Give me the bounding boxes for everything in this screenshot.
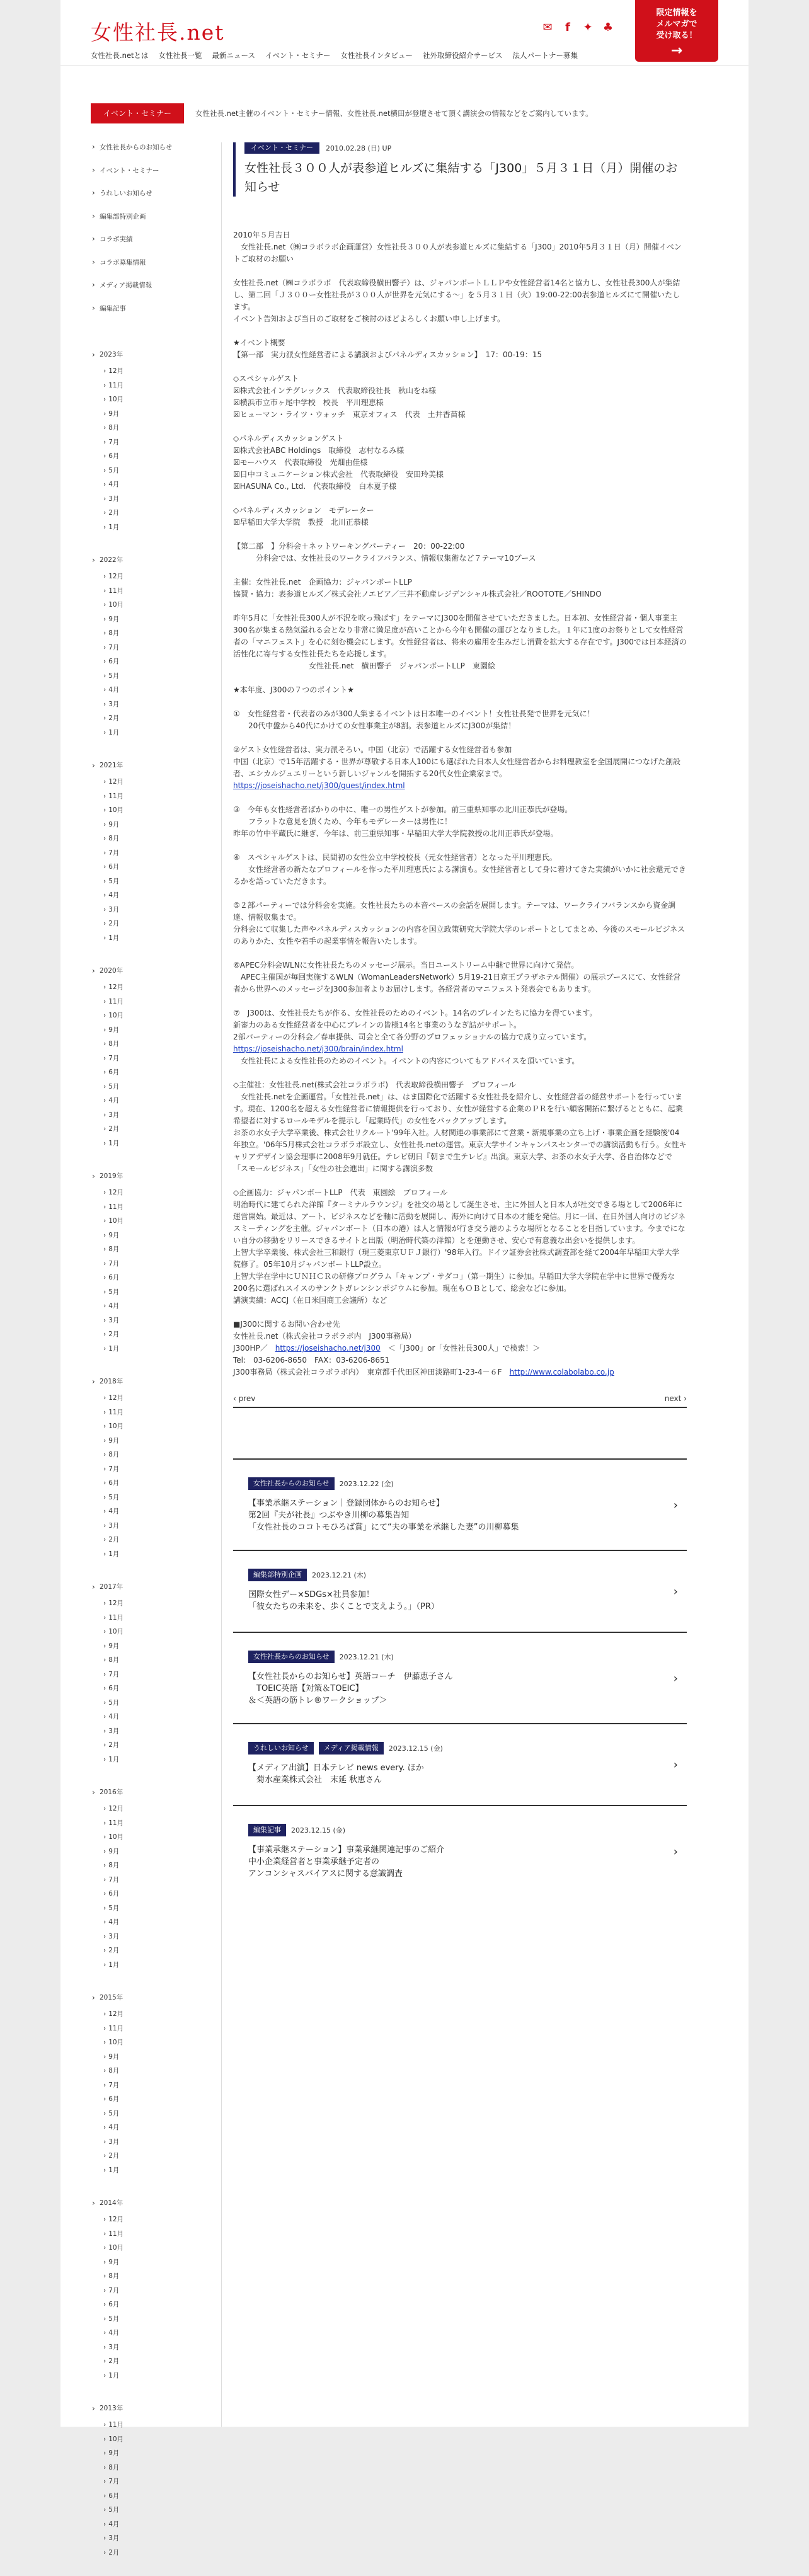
archive-month[interactable]: › 5月 [91,874,204,889]
archive-month[interactable]: › 8月 [91,1242,204,1257]
post-date: 2023.12.15 (金) [291,1826,346,1835]
social-icons [541,21,615,35]
archive-month[interactable]: › 1月 [91,520,204,535]
archive-month[interactable]: › 9月 [91,1228,204,1243]
archive-month[interactable]: › 9月 [91,2050,204,2064]
post-title: 【メディア出演】日本テレビ news every. ほか 菊水産業株式会社 末延 秋恵さん [248,1763,424,1785]
archive-month[interactable]: › 5月 [91,2107,204,2121]
archive-month[interactable]: › 9月 [91,407,204,421]
archive-year[interactable]: › 2019年 [91,1167,204,1186]
sidebar-category-link[interactable]: › コラボ実績 [91,234,204,258]
archive-month[interactable]: › 8月 [91,2269,204,2284]
archive-month[interactable]: › 4月 [91,683,204,697]
archive-month[interactable]: › 4月 [91,2121,204,2135]
archive-month[interactable]: › 7月 [91,2284,204,2298]
chevron-right-icon: › [673,1758,678,1772]
archive-month[interactable]: › 7月 [91,1051,204,1066]
archive-month[interactable]: › 3月 [91,2340,204,2355]
archive-year[interactable]: › 2015年 [91,1988,204,2007]
archive-month[interactable]: › 7月 [91,2078,204,2093]
archive-month[interactable]: › 10月 [91,2432,204,2447]
archive-month[interactable]: › 1月 [91,2163,204,2178]
article-paragraph: 【第二部 】分科会＋ネットワーキングパーティー 20：00-22:00 分科会では、女性社長のワークライフバランス、情報収集術など７テーマ10ブース [233,542,536,563]
archive-month[interactable]: › 5月 [91,1901,204,1916]
url-link[interactable]: https://joseishacho.net/j300/guest/index.html [233,781,405,790]
archive-month[interactable]: › 8月 [91,832,204,846]
archive-month[interactable]: › 5月 [91,464,204,478]
post-title: 【事業承継ステーション】事業承継関連記事のご紹介 中小企業経営者と事業承継予定者の アンコンシャスバイアスに関する意識調査 [248,1845,445,1879]
archive-month[interactable]: › 7月 [91,846,204,861]
sidebar-divider [221,142,222,2427]
archive-month[interactable]: › 1月 [91,1136,204,1151]
archive-month[interactable]: › 12月 [91,1391,204,1405]
archive-month[interactable]: › 7月 [91,1257,204,1271]
post-category-badge: 女性社長からのお知らせ [248,1477,335,1490]
nav-item[interactable]: 最新ニュース [212,51,255,60]
archive-month[interactable]: › 12月 [91,1802,204,1816]
nav-item[interactable]: 女性社長一覧 [158,51,202,60]
sidebar-category-link[interactable]: › うれしいお知らせ [91,188,204,212]
archive-month[interactable]: › 11月 [91,1200,204,1215]
chevron-right-icon: › [673,1585,678,1598]
article-paragraph: ◇パネルディスカッションゲスト ☒株式会社ABC Holdings 取締役 志村なるみ様 ☒モーハウス 代表取締役 光畑由佳様 ☒日中コミュニケーション株式会社 代表取締役 安田玲美様 ☒HASUNA Co., Ltd. 代表取締役 白木夏子様 [233,434,444,491]
archive-year[interactable]: › 2017年 [91,1577,204,1596]
related-posts [233,1458,687,1896]
archive-month[interactable]: › 12月 [91,980,204,995]
archive-month[interactable]: › 5月 [91,2312,204,2327]
archive-month[interactable]: › 12月 [91,775,204,789]
archive-month[interactable]: › 6月 [91,1887,204,1901]
newsletter-label: 限定情報を メルマガで 受け取る！ [656,8,697,40]
category-label: イベント・セミナー [91,103,184,123]
archive-month[interactable]: › 5月 [91,1285,204,1300]
archive-month[interactable]: › 9月 [91,2446,204,2461]
prev-link[interactable]: ‹ prev [233,1394,256,1403]
archive-month[interactable]: › 2月 [91,1738,204,1753]
nav-item[interactable]: イベント・セミナー [265,51,331,60]
article-paragraph: ⑥APEC分科会WLNに女性社長たちのメッセージ展示。当日ユーストリーム中継で世界に向けて発信。 APEC主催国が毎回実施するWLN（WomanLeadersNetwork）5月19-21日京王プラザホテル開催）の展示ブースにて、女性経営者から世界へのメッセージをJ300参加者よりお届けします。各経営者のマニフェスト発表会でもあります。 [233,961,681,993]
archive-month[interactable]: › 9月 [91,1639,204,1654]
archive-year[interactable]: › 2022年 [91,551,204,570]
archive-month[interactable]: › 4月 [91,2517,204,2532]
post-category-badge: メディア掲載情報 [319,1742,384,1755]
archive-month[interactable]: › 6月 [91,2298,204,2312]
article-paragraph: ◇スペシャルゲスト ☒株式会社インテグレックス 代表取締役社長 秋山をね様 ☒横浜市立市ヶ尾中学校 校長 平川理恵様 ☒ヒューマン・ライツ・ウォッチ 東京オフィス 代表 土井香苗様 [233,374,466,419]
archive-month[interactable]: › 7月 [91,2475,204,2489]
post-category-badge: 女性社長からのお知らせ [248,1651,335,1663]
archive-year[interactable]: › 2021年 [91,756,204,775]
archive-month[interactable]: › 2月 [91,1943,204,1958]
archive-month[interactable]: › 10月 [91,2035,204,2050]
archive-month[interactable]: › 5月 [91,1080,204,1094]
facebook-icon[interactable]: f [565,21,570,34]
arrow-right-icon: → [670,43,683,59]
archive-month[interactable]: › 3月 [91,2531,204,2546]
archive-month[interactable]: › 3月 [91,1724,204,1739]
archive-year[interactable]: › 2013年 [91,2399,204,2418]
archive-month[interactable]: › 12月 [91,1596,204,1611]
archive-month[interactable]: › 4月 [91,1915,204,1930]
archive-month[interactable]: › 1月 [91,931,204,946]
category-description: 女性社長.net主催のイベント・セミナー情報、女性社長.net横田が登壇させて頂く講演会の情報などをご案内しています。 [195,109,593,118]
related-post-card[interactable] [233,1550,687,1632]
related-post-card[interactable] [233,1458,687,1550]
archive-month[interactable]: › 6月 [91,655,204,669]
archive-month[interactable]: › 11月 [91,2418,204,2432]
archive-month[interactable]: › 10月 [91,392,204,407]
archive-month[interactable]: › 11月 [91,1816,204,1831]
archive-month[interactable]: › 1月 [91,726,204,740]
article-paragraph: 昨年5月に「女性社長300人が不況を吹っ飛ばす」をテーマにJ300を開催させていただきました。日本初、女性経営者・個人事業主300名が集まる熱気溢れる会となり非常に満足度が高いことから今年も開催の運びとなりました。１年に1度のお祭りとして女性経営者の「マニフェスト」を心に刻む機会にします。女性経営者は、将来の雇用を生みだし消費を拡大する存在です。J300では日本経済の活性化に寄与する女性社長たちを応援します。 女性社長.net 横田響子 ジャパンボートLLP 東園絵 [233,614,687,670]
article-paragraph: ★イベント概要 【第一部 実力派女性経営者による講演およびパネルディスカッション】 17：00-19：15 [233,338,542,359]
archive-month[interactable]: › 9月 [91,1023,204,1038]
archive-month[interactable]: › 2月 [91,1533,204,1547]
archive-month[interactable]: › 6月 [91,1065,204,1080]
article-body [233,229,687,1378]
archive-month[interactable]: › 2月 [91,2149,204,2163]
article-paragraph: ④ スペシャルゲストは、民間初の女性公立中学校校長（元女性経営者）となった平川理恵氏。 女性経営者の新たなプロフィールを作った平川理恵氏による講演も。女性経営者として身に着けてきた実績がいかに社会還元できるかを語っていただきます。 [233,853,686,886]
post-date: 2023.12.15 (金) [388,1744,443,1753]
archive-month[interactable]: › 1月 [91,1753,204,1767]
archive-month[interactable]: › 4月 [91,888,204,903]
archive-month[interactable]: › 9月 [91,1434,204,1448]
archive-month[interactable]: › 7月 [91,1668,204,1682]
archive-month[interactable]: › 4月 [91,478,204,492]
archive-month[interactable]: › 3月 [91,2135,204,2150]
archive-month[interactable]: › 10月 [91,1214,204,1228]
archive-month[interactable]: › 6月 [91,2489,204,2504]
article [233,142,687,1896]
mail-icon[interactable]: ✉ [542,21,553,34]
global-nav [91,50,578,60]
url-link[interactable]: https://joseishacho.net/j300 [275,1344,381,1353]
archive-month[interactable]: › 3月 [91,1930,204,1944]
archive-year[interactable]: › 2016年 [91,1783,204,1802]
related-post-card[interactable] [233,1632,687,1723]
archive-month[interactable]: › 8月 [91,1037,204,1051]
article-title: 女性社長３００人が表参道ヒルズに集結する「J300」５月３１日（月）開催のお知らせ [244,161,678,194]
nav-item[interactable]: 女性社長.netとは [91,51,149,60]
archive-month[interactable]: › 6月 [91,1681,204,1696]
archive-month[interactable]: › 2月 [91,1122,204,1136]
archive-month[interactable]: › 11月 [91,2227,204,2241]
post-category-badge: 編集記事 [248,1824,286,1836]
archive-month[interactable]: › 9月 [91,1845,204,1859]
sidebar-category-link[interactable]: › コラボ募集情報 [91,258,204,281]
nav-item[interactable]: 女性社長インタビュー [340,51,413,60]
archive-month[interactable]: › 1月 [91,2369,204,2383]
archive-month[interactable]: › 1月 [91,1958,204,1972]
sidebar-category-link[interactable]: › 編集部特別企画 [91,212,204,235]
article-paragraph: ②ゲスト女性経営者は、実力派そろい。中国（北京）で活躍する女性経営者も参加 中国（北京）で15年活躍する・世界が尊敬する日本人100にも選ばれた日本人女性経営者からお料理教室を全国展開につなげた創設者、エシカルジュエリーという新しいジャンルを開拓する20代女性企業家まで。 https://joseishacho.net/j300/guest/index.html [233,745,680,790]
archive-month[interactable]: › 2月 [91,2546,204,2560]
article-paragraph: ① 女性経営者・代表者のみが300人集まるイベントは日本唯一のイベント！女性社長発で世界を元気に！ 20代中盤から40代にかけての女性事業主が8割。表参道ヒルズにJ300が集結！ [233,709,595,730]
nav-item[interactable]: 法人パートナー募集 [512,51,578,60]
nav-item[interactable]: 社外取締役紹介サービス [423,51,503,60]
archive-month[interactable]: › 8月 [91,421,204,435]
archive-month[interactable]: › 11月 [91,1611,204,1625]
archive-year[interactable]: › 2020年 [91,961,204,980]
archive-month[interactable]: › 3月 [91,903,204,917]
page [60,0,749,2556]
article-paragraph: ■J300に関するお問い合わせ先 女性社長.net（株式会社コラボラボ内 J300事務局） J300HP／ https://joseishacho.net/j300 ＜「J300」or「女性社長300人」で検索！＞ Tel: 03-6206-8650 FAX：03-6206-8651 J300事務局（株式会社コラボラボ内） 東京都千代田区神田淡路町1-23-4－６F http://www.colabolabo.co.jp [233,1320,614,1377]
sidebar-category-link[interactable]: › 女性社長からのお知らせ [91,142,204,166]
next-link[interactable]: next › [664,1394,687,1403]
archive-year[interactable]: › 2023年 [91,345,204,364]
archive-month[interactable]: › 9月 [91,818,204,832]
url-link[interactable]: https://joseishacho.net/j300/brain/index.html [233,1045,403,1053]
archive-month[interactable]: › 11月 [91,2022,204,2036]
chevron-right-icon: › [673,1498,678,1512]
archive-month[interactable]: › 4月 [91,1299,204,1314]
archive-month[interactable]: › 4月 [91,1710,204,1724]
archive-month[interactable]: › 7月 [91,1873,204,1887]
post-category-badge: うれしいお知らせ [248,1742,314,1755]
archive-month[interactable]: › 10月 [91,1625,204,1639]
archive-month[interactable]: › 12月 [91,570,204,584]
article-paragraph: ⑤２部パーティーでは分科会を実施。女性社長たちの本音ベースの会話を展開します。テーマは、ワークライフバランスから資金調達、情報収集まで。 分科会にて収集した声やパネルディスカッションの内容を国立政策研究大学院大学のレポートとしてまとめ、今後のスモールビジネスのありかた、女性や若手の起業事情を報告いたします。 [233,901,686,946]
archive-month[interactable]: › 10月 [91,1009,204,1023]
archive-month[interactable]: › 3月 [91,1314,204,1328]
archive-month[interactable]: › 11月 [91,379,204,393]
archive-month[interactable]: › 12月 [91,364,204,379]
sidebar-category-link[interactable]: › メディア掲載情報 [91,280,204,304]
archive-month[interactable]: › 8月 [91,626,204,641]
post-title: 【女性社長からのお知らせ】英語コーチ 伊藤恵子さん TOEIC英語【対策＆TOEIC】 ＆＜英語の筋トレ®ワークショップ＞ [248,1672,453,1705]
category-bar [91,103,593,123]
archive-month[interactable]: › 10月 [91,803,204,818]
archive-month[interactable]: › 1月 [91,1342,204,1356]
article-date: 2010.02.28 (日) UP [326,144,392,152]
article-category-badge[interactable]: イベント・セミナー [244,142,319,154]
chevron-right-icon: › [673,1671,678,1685]
archive-month[interactable]: › 2月 [91,711,204,726]
post-category-badge: 編集部特別企画 [248,1569,307,1581]
archive-month[interactable]: › 6月 [91,1271,204,1285]
archive-month[interactable]: › 10月 [91,1419,204,1434]
archive-year[interactable]: › 2018年 [91,1372,204,1391]
archive-month[interactable]: › 11月 [91,584,204,598]
archive-year[interactable]: › 2014年 [91,2194,204,2212]
archive-month[interactable]: › 2月 [91,917,204,931]
archive-month[interactable]: › 10月 [91,598,204,612]
archive-month[interactable]: › 12月 [91,2007,204,2022]
newsletter-button[interactable] [635,0,718,62]
article-paragraph: 2010年５月吉日 女性社長.net（㈱コラボラボ企画運営）女性社長３００人が表参道ヒルズに集結する「J300」2010年5月３１日（月）開催イベントご取材のお願い [233,231,682,263]
url-link[interactable]: http://www.colabolabo.co.jp [509,1368,614,1377]
archive-month[interactable]: › 6月 [91,860,204,874]
archive-month[interactable]: › 5月 [91,1491,204,1505]
archive-month[interactable]: › 7月 [91,435,204,450]
archive-month[interactable]: › 4月 [91,2326,204,2340]
archive-month[interactable]: › 2月 [91,1327,204,1342]
article-header [233,142,687,197]
related-post-card[interactable] [233,1805,687,1896]
archive-month[interactable]: › 10月 [91,1830,204,1845]
archive-month[interactable]: › 3月 [91,492,204,507]
archive-month[interactable]: › 2月 [91,506,204,520]
article-paragraph: 主催：女性社長.net 企画協力：ジャパンボートLLP 協賛・協力：表参道ヒルズ／株式会社ノエビア／三井不動産レジデンシャル株式会社／ROOTOTE／SHINDO [233,578,602,598]
post-date: 2023.12.22 (金) [339,1480,394,1488]
article-paragraph: ◇主催社：女性社長.net(株式会社コラボラボ) 代表取締役横田響子 プロフィール 女性社長.netを企画運営。「女性社長.net」は、はま国際化で活躍する女性社長を紹介し、女性経営者の経営サポートを行っています。現在、1200名を超える女性経営者に情報提供を行っており、女性が経営する企業のＰＲを行い顧客開拓に繋げるとともに、起業希望者に対するロールモデルを提示し「起業時代」の女性をバックアップします。 お茶の水女子大学卒業後、株式会社リクルート'99年入社。人材関連の事業部にて営業・新規事業の立ち上げ・事業企画を経験後'04年独立。'06年5月株式会社コラボラボ設立し、女性社長.netの運営。東京大学サインキャンパスセンターでの講演活動も行う。女性キャリアデザイン協会理事に2008年9月就任。テレビ朝日『朝まで生テレビ』出演。東京大学、お茶の水女子大学、各自治体などで「スモールビジネス」「女性の社会進出」に関する講演多数 [233,1080,687,1173]
article-paragraph: ◇企画協力：ジャパンボートLLP 代表 東園絵 プロフィール 明治時代に建てられた洋館『ターミナルラウンジ』を社交の場として誕生させ、主に外国人と日本人が社交できる場として2006年に運営開始。最近は、アート、ビジネスなどを軸に活動を展開し、海外に向けて日本の才能を発信。月に一回、在日外国人向けのビジネスミーティングを主催。ジャパンボート（日本の港）は人と情報が行き交う港のような場所となることを目指しています。今までにない自分の移動をリリースできるサイトと出版（明治時代築の洋館）とを運動させ、安心で有意義な出会いを提供します。 上智大学卒業後、株式会社三和銀行（現三菱東京ＵＦＪ銀行）'98年入行。ドイツ証券会社株式調査部を経て2004年早稲田大学大学院修了。05年10月ジャパンボートLLP設立。 上智大学在学中にＵＮＨＣＲの研修プログラム「キャンプ・サダコ」（第一期生）に参加。早稲田大学大学院在学中に世界で優秀な200名に選ばれスイスのサンクトガレンシンポジウムに参加。現在もＯＢとして、総会などに参加。 講演実績：ACCJ（在日米国商工会議所）など [233,1188,686,1305]
archive-month[interactable]: › 6月 [91,1476,204,1491]
post-date: 2023.12.21 (木) [312,1571,367,1579]
archive-month[interactable]: › 9月 [91,612,204,627]
related-post-card[interactable] [233,1723,687,1805]
archive-month[interactable]: › 3月 [91,697,204,712]
archive-month[interactable]: › 12月 [91,2212,204,2227]
pager [233,1390,687,1408]
sidebar-category-link[interactable]: › イベント・セミナー [91,166,204,189]
archive-month[interactable]: › 1月 [91,1547,204,1562]
sidebar [91,142,204,2576]
archive-month[interactable]: › 2月 [91,2354,204,2369]
archive-month[interactable]: › 5月 [91,1696,204,1710]
article-paragraph: ◇パネルディスカッション モデレーター ☒早稲田大学大学院 教授 北川正恭様 [233,506,374,527]
article-paragraph: ③ 今年も女性経営者ばかりの中に、唯一の男性ゲストが参加。前三重県知事の北川正恭氏が登場。 フラットな意見を頂くため、今年もモデレーターは男性に！ 昨年の竹中平蔵氏に継ぎ、今年は、前三重県知事・早稲田大学大学院教授の北川正恭氏が登場。 [233,805,573,838]
archive-month[interactable]: › 8月 [91,2461,204,2475]
archive-month[interactable]: › 11月 [91,789,204,804]
sidebar-category-link[interactable]: › 編集記事 [91,304,204,327]
chevron-right-icon: › [673,1845,678,1858]
archive-month[interactable]: › 3月 [91,1519,204,1533]
archive-month[interactable]: › 8月 [91,1858,204,1873]
archive-month[interactable]: › 5月 [91,669,204,684]
archive-month[interactable]: › 8月 [91,2064,204,2078]
twitter-icon[interactable]: ✦ [583,21,593,34]
archive-month[interactable]: › 3月 [91,1108,204,1123]
archive-month[interactable]: › 12月 [91,1186,204,1200]
article-paragraph: 女性社長.net（㈱コラボラボ 代表取締役横田響子）は、ジャパンボートＬＬＰや女性経営者14名と協力し、女性社長300人が集結し、第二回「Ｊ３００ー女性社長が３００人が世界を元気にする〜」を５月３１日（火）19:00-22:00表参道ヒルズにて開催いたします。 イベント告知および当日のご取材をご検討のほどよろしくお願い申し上げます。 [233,278,680,323]
post-title: 【事業承継ステーション｜登録団体からのお知らせ】 第2回『夫が社長』つぶやき川柳の募集告知 「女性社長のココトモひろば賞」にて“夫の事業を承継した妻”の川柳募集 [248,1499,519,1532]
archive-month[interactable]: › 11月 [91,995,204,1009]
archive-month[interactable]: › 10月 [91,2241,204,2255]
archive-month[interactable]: › 4月 [91,1094,204,1108]
site-logo[interactable]: 女性社長.net [91,20,225,45]
club-icon[interactable]: ♣ [602,21,614,34]
archive-month[interactable]: › 8月 [91,1448,204,1462]
archive-month[interactable]: › 4月 [91,1504,204,1519]
article-paragraph: ★本年度、J300の７つのポイント★ [233,685,354,694]
post-date: 2023.12.21 (木) [339,1653,394,1661]
archive-month[interactable]: › 7月 [91,641,204,655]
archive-month[interactable]: › 7月 [91,1462,204,1477]
archive-month[interactable]: › 6月 [91,2092,204,2107]
archive-month[interactable]: › 9月 [91,2255,204,2270]
archive-month[interactable]: › 11月 [91,1405,204,1420]
archive-month[interactable]: › 5月 [91,2503,204,2517]
archive-month[interactable]: › 6月 [91,449,204,464]
archive-month[interactable]: › 8月 [91,1653,204,1668]
article-paragraph: ⑦ J300は、女性社長たちが作る、女性社長のためのイベント。14名のブレインたちに協力を得ています。 新審力のある女性経営者を中心にブレインの皆様14名と事業のうなぎ詰がサポート。 2部パーティーの分科会／春車提供、司会と全て各分野のプロフェッショナルの協力で成り立っています。 https://joseishacho.net/j300/brain/index.html 女性社長による女性社長のためのイベント。イベントの内容についてもアドバイスを頂いています。 [233,1009,597,1065]
post-title: 国際女性デー×SDGs×社員参加！ 「彼女たちの未来を、歩くことで支えよう。」（PR） [248,1590,439,1611]
